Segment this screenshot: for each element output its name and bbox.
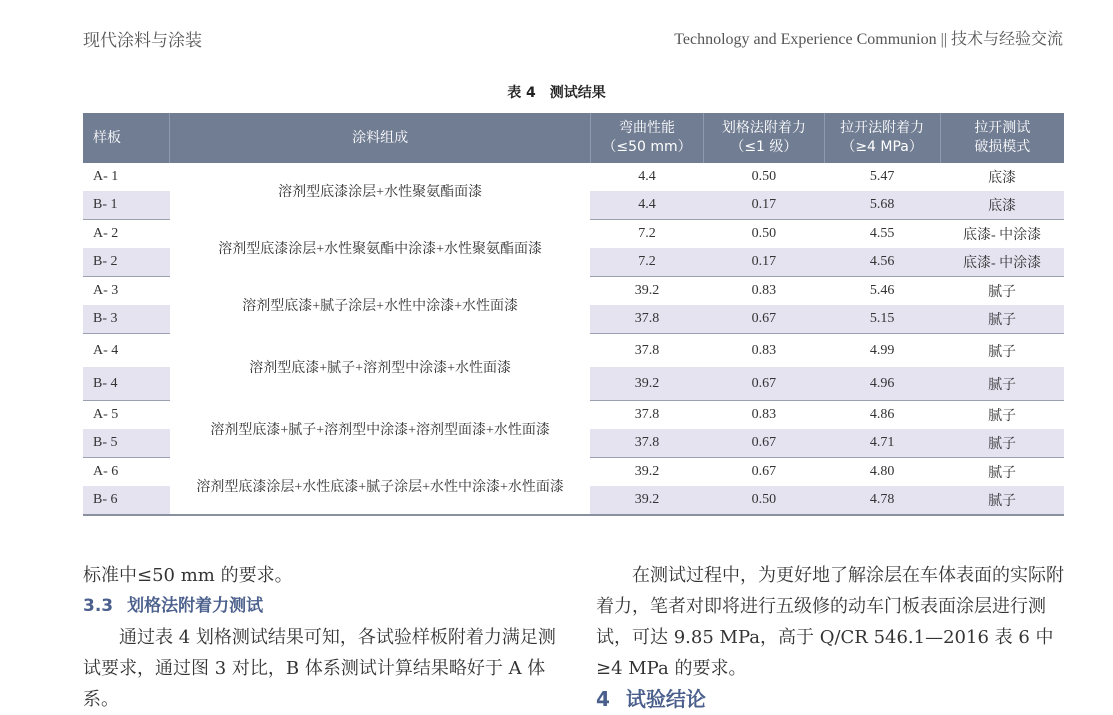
crosscut-value: 0.17: [704, 248, 824, 277]
pulloff-value: 4.71: [824, 429, 940, 458]
bend-value: 37.8: [634, 407, 660, 422]
left-column: [83, 560, 563, 715]
table-row: [83, 277, 1064, 306]
journal-title: 现代涂料与涂装: [83, 31, 202, 51]
bend-value: 4.4: [638, 169, 656, 184]
bend-value: 39.2: [590, 367, 703, 401]
bend-value: 37.8: [634, 342, 660, 358]
table-header-row: [83, 113, 1064, 163]
header-mode-line2: 破损模式: [974, 139, 1031, 155]
failure-mode: 腻子: [940, 429, 1064, 458]
pulloff-value: 5.46: [869, 283, 895, 298]
composition-cell: 溶剂型底漆涂层+水性聚氨酯面漆: [170, 163, 591, 220]
section-heading-3-3: [83, 591, 563, 622]
pulloff-value: 4.86: [869, 407, 895, 422]
composition-cell: 溶剂型底漆涂层+水性聚氨酯中涂漆+水性聚氨酯面漆: [170, 220, 591, 277]
section-heading-4: [596, 684, 1066, 715]
body-paragraph: 在测试过程中，为更好地了解涂层在车体表面的实际附着力，笔者对即将进行五级修的动车门板表面涂层进行测试，可达 9.85 MPa，高于 Q/CR 546.1—2016 表 6 中≥4 MPa 的要求。: [596, 565, 1064, 679]
sample-id: B- 4: [83, 367, 170, 401]
crosscut-value: 0.50: [751, 226, 777, 241]
failure-mode: 腻子: [940, 367, 1064, 401]
sample-id: A- 5: [93, 407, 119, 422]
pulloff-value: 4.99: [869, 342, 895, 358]
crosscut-value: 0.67: [704, 429, 824, 458]
header-bending: [590, 113, 703, 163]
crosscut-value: 0.67: [751, 464, 777, 479]
pulloff-value: 4.96: [824, 367, 940, 401]
failure-mode: 底漆: [988, 171, 1017, 186]
sample-id: A- 2: [93, 226, 119, 241]
table-row: [83, 220, 1064, 249]
failure-mode: 腻子: [940, 486, 1064, 515]
pulloff-value: 5.15: [824, 305, 940, 334]
table-caption: 表 4 测试结果: [507, 85, 606, 101]
failure-mode: 底漆: [940, 191, 1064, 220]
bend-value: 7.2: [638, 226, 656, 241]
failure-mode: 腻子: [940, 305, 1064, 334]
header-pulloff: [824, 113, 940, 163]
section-header: Technology and Experience Communion || 技术与经验交流: [674, 31, 1063, 48]
failure-mode: 腻子: [988, 285, 1017, 300]
crosscut-value: 0.67: [704, 305, 824, 334]
header-mode-line1: 拉开测试: [974, 120, 1031, 136]
header-pulloff-line2: （≥4 MPa）: [841, 139, 923, 155]
table-row: [83, 334, 1064, 368]
crosscut-value: 0.83: [751, 342, 777, 358]
table-row: [83, 163, 1064, 191]
failure-mode: 腻子: [988, 344, 1017, 360]
header-crosscut: [704, 113, 824, 163]
composition-cell: 溶剂型底漆+腻子涂层+水性中涂漆+水性面漆: [170, 277, 591, 334]
composition-cell: 溶剂型底漆+腻子+溶剂型中涂漆+溶剂型面漆+水性面漆: [170, 401, 591, 458]
pulloff-value: 5.47: [869, 169, 895, 184]
bend-value: 37.8: [590, 429, 703, 458]
crosscut-value: 0.83: [751, 283, 777, 298]
failure-mode: 腻子: [988, 466, 1017, 481]
sample-id: B- 1: [83, 191, 170, 220]
crosscut-value: 0.83: [751, 407, 777, 422]
header-bending-line2: （≤50 mm）: [602, 139, 692, 155]
sample-id: A- 4: [93, 342, 119, 358]
crosscut-value: 0.50: [704, 486, 824, 515]
table-row: [83, 458, 1064, 487]
bend-value: 39.2: [634, 283, 660, 298]
crosscut-value: 0.67: [704, 367, 824, 401]
crosscut-value: 0.50: [751, 169, 777, 184]
composition-cell: 溶剂型底漆+腻子+溶剂型中涂漆+水性面漆: [170, 334, 591, 401]
right-column: [596, 560, 1066, 715]
bend-value: 4.4: [590, 191, 703, 220]
bend-value: 7.2: [590, 248, 703, 277]
failure-mode: 底漆- 中涂漆: [940, 248, 1064, 277]
sample-id: A- 3: [93, 283, 119, 298]
bend-value: 39.2: [634, 464, 660, 479]
section-title: 试验结论: [625, 687, 706, 711]
failure-mode: 腻子: [988, 409, 1017, 424]
sample-id: B- 2: [83, 248, 170, 277]
composition-cell: 溶剂型底漆涂层+水性底漆+腻子涂层+水性中涂漆+水性面漆: [170, 458, 591, 516]
pulloff-value: 4.80: [869, 464, 895, 479]
crosscut-value: 0.17: [704, 191, 824, 220]
section-number: 3.3: [83, 596, 114, 616]
sample-id: A- 6: [93, 464, 119, 479]
header-sample: 样板: [83, 113, 170, 163]
section-title: 划格法附着力测试: [127, 596, 264, 616]
sample-id: B- 3: [83, 305, 170, 334]
header-crosscut-line1: 划格法附着力: [721, 120, 806, 136]
continuation-line: 标准中≤50 mm 的要求。: [83, 565, 293, 586]
pulloff-value: 5.68: [824, 191, 940, 220]
pulloff-value: 4.78: [824, 486, 940, 515]
failure-mode: 底漆- 中涂漆: [962, 228, 1042, 243]
pulloff-value: 4.56: [824, 248, 940, 277]
bend-value: 39.2: [590, 486, 703, 515]
header-composition: 涂料组成: [170, 113, 591, 163]
section-number: 4: [596, 687, 610, 711]
body-paragraph: 通过表 4 划格测试结果可知，各试验样板附着力满足测试要求，通过图 3 对比，B 体系测试计算结果略好于 A 体系。: [83, 627, 556, 710]
sample-id: B- 5: [83, 429, 170, 458]
header-crosscut-line2: （≤1 级）: [730, 139, 798, 155]
pulloff-value: 4.55: [869, 226, 895, 241]
sample-id: B- 6: [83, 486, 170, 515]
results-table: [83, 113, 1064, 516]
table-row: [83, 401, 1064, 430]
header-failure-mode: [940, 113, 1064, 163]
bend-value: 37.8: [590, 305, 703, 334]
sample-id: A- 1: [93, 169, 119, 184]
header-pulloff-line1: 拉开法附着力: [840, 120, 925, 136]
header-bending-line1: 弯曲性能: [619, 120, 676, 136]
